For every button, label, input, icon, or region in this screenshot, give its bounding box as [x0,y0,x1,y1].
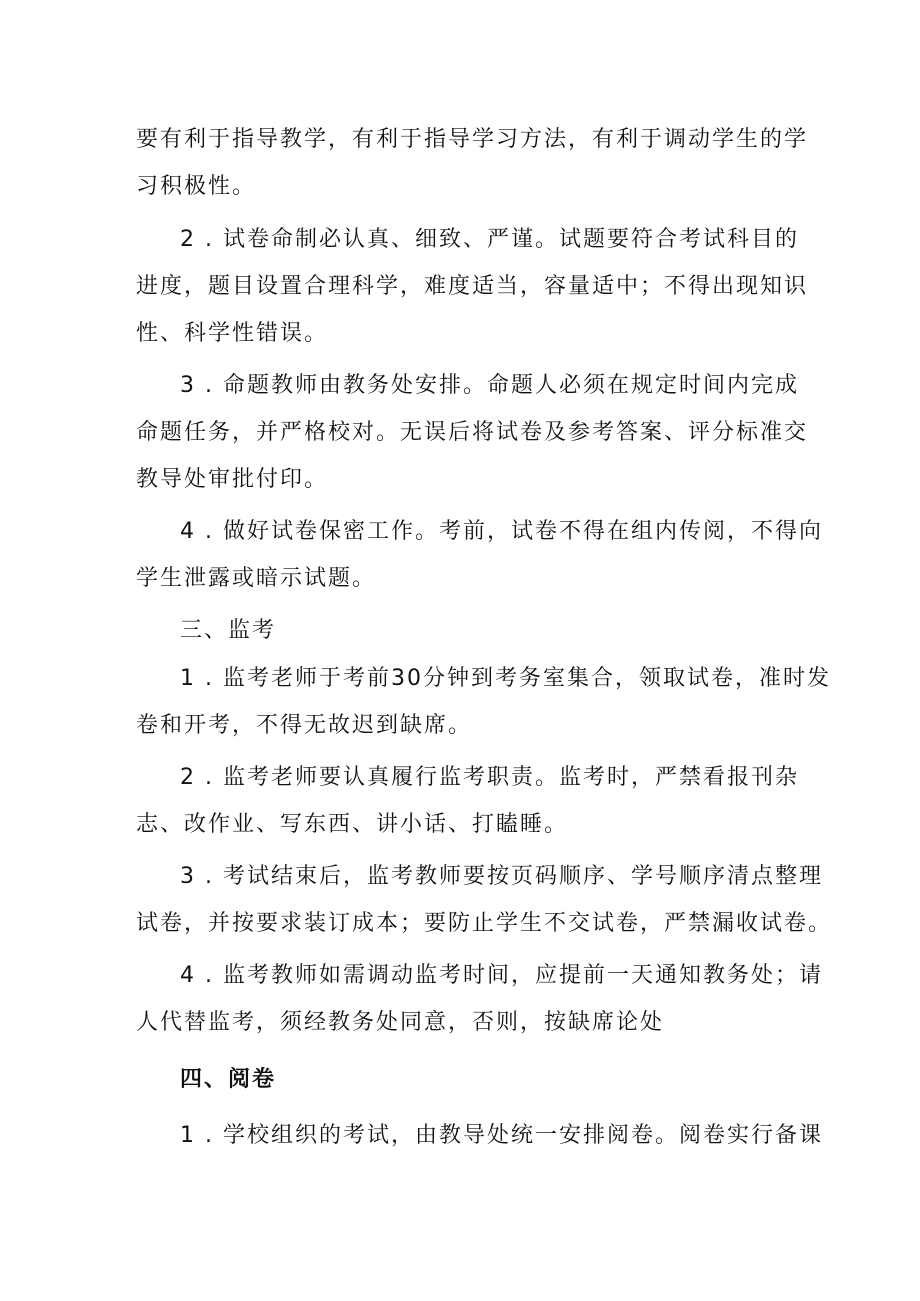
paragraph-line: 试卷，并按要求装订成本；要防止学生不交试卷，严禁漏收试卷。 [136,911,833,936]
list-item-line: 1 . 监考老师于考前30分钟到考务室集合，领取试卷，准时发 [180,666,831,691]
list-item-line: 2 . 监考老师要认真履行监考职责。监考时，严禁看报刊杂 [180,765,799,790]
paragraph-line: 进度，题目设置合理科学，难度适当，容量适中；不得出现知识 [136,274,809,299]
list-item-line: 2 . 试卷命制必认真、细致、严谨。试题要符合考试科目的 [180,227,799,252]
paragraph-line: 命题任务，并严格校对。无误后将试卷及参考答案、评分标准交 [136,420,809,445]
list-item-line: 4 . 监考教师如需调动监考时间，应提前一天通知教务处；请 [180,963,823,988]
list-item-line: 3 . 命题教师由教务处安排。命题人必须在规定时间内完成 [180,373,799,398]
section-heading: 四、阅卷 [180,1067,277,1092]
paragraph-line: 教导处审批付印。 [136,467,329,492]
section-heading: 三、监考 [180,618,277,643]
list-item-line: 4 . 做好试卷保密工作。考前，试卷不得在组内传阅，不得向 [180,519,823,544]
paragraph-line: 要有利于指导教学，有利于指导学习方法，有利于调动学生的学 [136,127,809,152]
paragraph-line: 学生泄露或暗示试题。 [136,566,377,591]
list-item-line: 1 . 学校组织的考试，由教导处统一安排阅卷。阅卷实行备课 [180,1123,823,1148]
paragraph-line: 性、科学性错误。 [136,321,329,346]
paragraph-line: 志、改作业、写东西、讲小话、打瞌睡。 [136,812,569,837]
paragraph-line: 卷和开考，不得无故迟到缺席。 [136,713,473,738]
paragraph-line: 人代替监考，须经教务处同意，否则，按缺席论处 [136,1010,665,1035]
list-item-line: 3 . 考试结束后，监考教师要按页码顺序、学号顺序清点整理 [180,864,823,889]
paragraph-line: 习积极性。 [136,174,257,199]
